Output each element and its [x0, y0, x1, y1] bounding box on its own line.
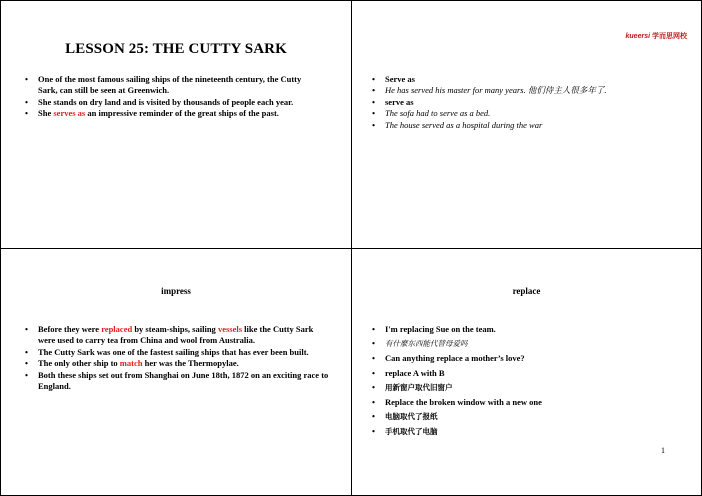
slide1-bullet-list: [25, 74, 317, 120]
list-item: • I'm replacing Sue on the team.: [372, 322, 682, 336]
brand-logo: [626, 31, 687, 41]
list-item: • 手机取代了电脑: [372, 424, 682, 439]
logo-latin-text: kueersi: [625, 33, 651, 40]
slide3-bullet-list: [25, 324, 331, 392]
list-item: • The sofa had to serve as a bed.: [372, 108, 682, 119]
slide-title: replace: [512, 286, 541, 296]
slide-serve-as: [352, 1, 701, 248]
slide-lesson-25: [1, 1, 351, 248]
page-number: 1: [661, 446, 665, 455]
list-item: • The Cutty Sark was one of the fastest sailing ships that has ever been built.: [25, 347, 331, 358]
slide-impress: [1, 249, 351, 495]
list-item: • 电脑取代了报纸: [372, 409, 682, 424]
highlight-replaced: replaced: [101, 324, 133, 334]
list-item: • She serves as an impressive reminder of the great ships of the past.: [25, 108, 317, 119]
logo-chinese-text: 学而思网校: [652, 32, 687, 40]
list-item: • He has served his master for many years. 他们侍主人很多年了.: [372, 85, 682, 96]
list-item: • 用新窗户取代旧窗户: [372, 380, 682, 395]
list-item: • Replace the broken window with a new one: [372, 395, 682, 409]
list-item: • serve as: [372, 97, 682, 108]
list-item: • Before they were replaced by steam-ships, sailing vessels like the Cutty Sark were used to carry tea from China and wool from Australia.: [25, 324, 331, 347]
list-item: • The house served as a hospital during the war: [372, 120, 682, 131]
lesson-title: LESSON 25: THE CUTTY SARK: [65, 41, 287, 57]
highlight-match: match: [119, 358, 143, 369]
list-item: • 有什麼东西能代替母爱吗: [372, 336, 682, 351]
list-item: • She stands on dry land and is visited by thousands of people each year.: [25, 97, 317, 108]
list-item: • Can anything replace a mother’s love?: [372, 351, 682, 365]
highlight-serves-as: serves as: [53, 108, 86, 119]
slide-replace: [352, 249, 701, 495]
list-item: • Both these ships set out from Shanghai on June 18th, 1872 on an exciting race to England.: [25, 370, 331, 393]
slide-title: impress: [161, 286, 191, 296]
highlight-vessels: vessels: [217, 324, 243, 334]
list-item: • The only other ship to match her was the Thermopylae.: [25, 358, 331, 369]
slide2-bullet-list: [372, 74, 682, 131]
list-item: • replace A with B: [372, 366, 682, 380]
list-item: • Serve as: [372, 74, 682, 85]
slide4-bullet-list: [372, 322, 682, 440]
list-item: • One of the most famous sailing ships of the nineteenth century, the Cutty Sark, can still be seen at Greenwich.: [25, 74, 317, 97]
